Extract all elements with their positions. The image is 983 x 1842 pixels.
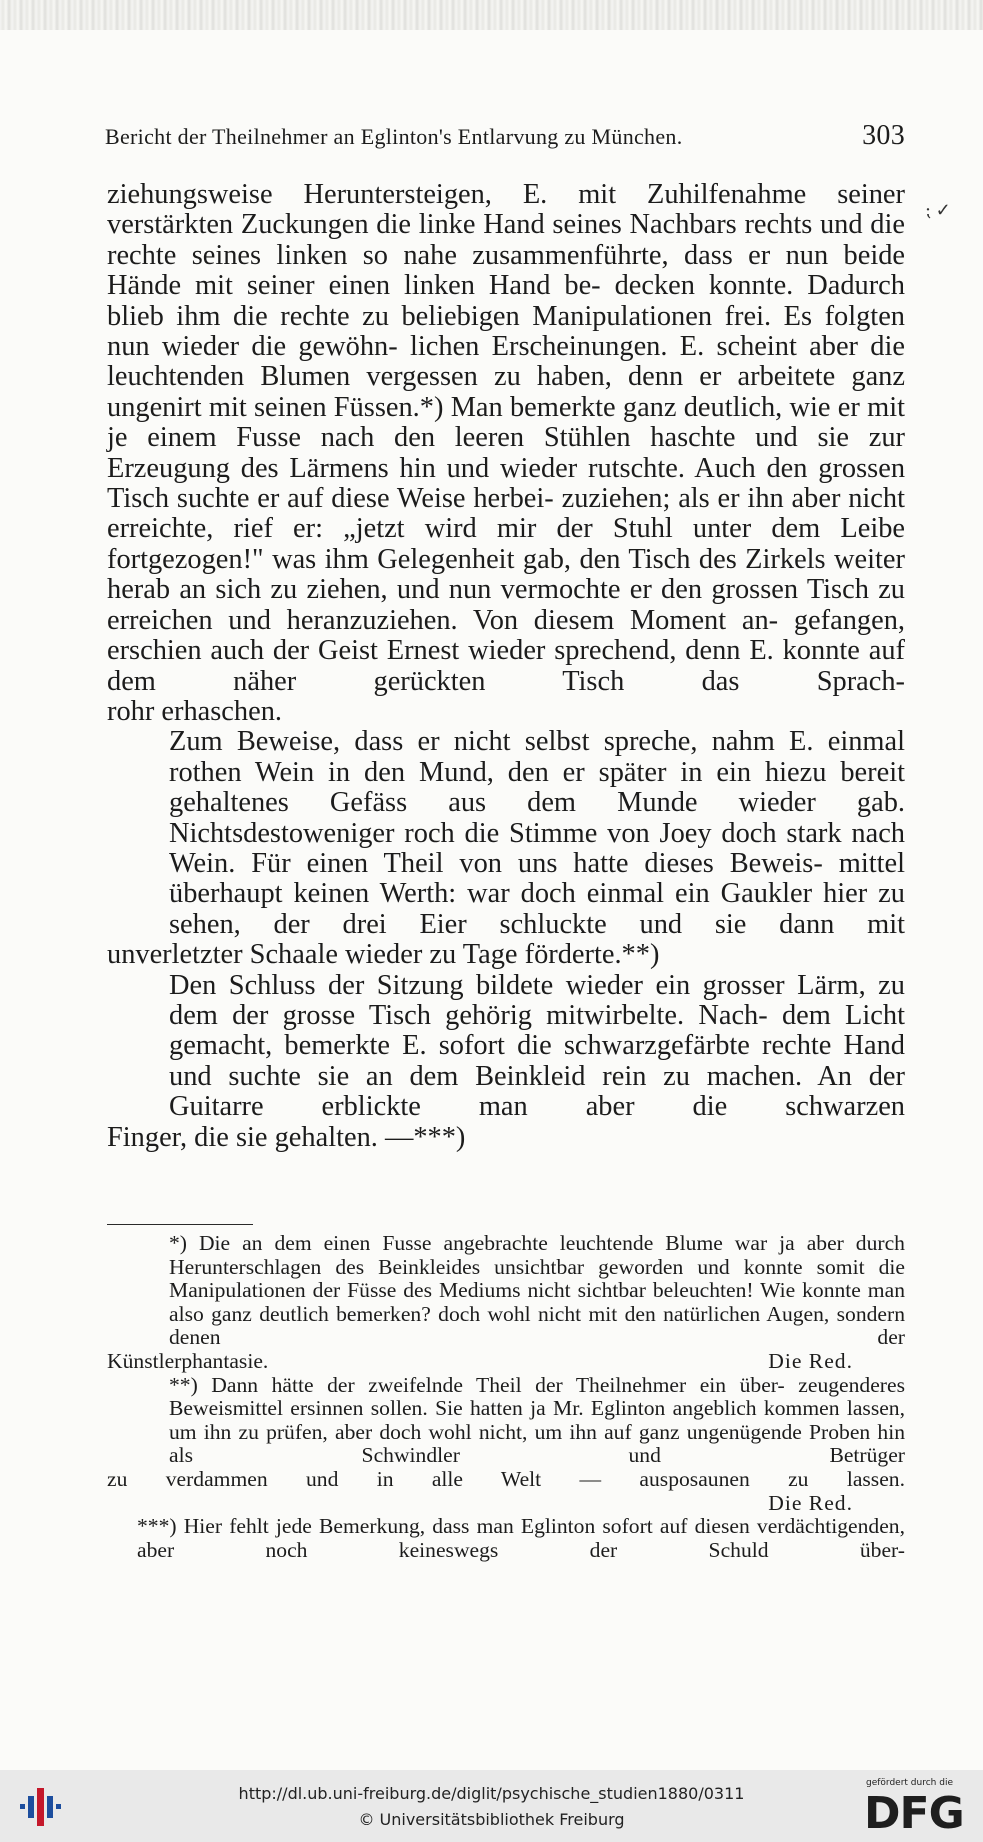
footnote-line: zeugenderes Beweismittel ersinnen sollen. Sie hatten ja Mr. Eglinton (169, 1372, 905, 1421)
text-line: Nichtsdestoweniger roch die Stimme von Joey doch stark (169, 817, 842, 849)
footnotes (107, 1232, 905, 1562)
text-line: lichen Erscheinungen. E. scheint aber die leuchtenden (107, 331, 905, 393)
running-head (105, 120, 905, 154)
footnote-3 (107, 1515, 905, 1562)
text-line: mittel überhaupt keinen Werth: war doch einmal ein Gaukler (169, 847, 905, 910)
text-line: verstärkten Zuckungen die linke Hand seines Nachbars (107, 209, 737, 241)
text-line: sie zur Erzeugung des Lärmens hin und wieder rutschte. (107, 422, 905, 484)
paragraph-2 (107, 727, 905, 940)
text-line: denn E. konnte auf dem näher gerückten Tisch das Sprach- (107, 635, 905, 697)
footnote-line: *) Die an dem einen Fusse angebrachte leuchtende Blume war ja (169, 1231, 795, 1255)
text-line: Blumen vergessen zu haben, denn er arbeitete ganz ungenirt (107, 361, 905, 423)
text-line: zuziehen; als er ihn aber nicht erreichte, rief er: „jetzt wird (107, 483, 905, 545)
footnote-line: um ihn auf ganz ungenügende Proben hin als Schwindler und Betrüger (169, 1419, 905, 1468)
text-line: decken konnte. Dadurch blieb ihm die rechte zu beliebigen (107, 270, 905, 332)
torn-top-edge (0, 0, 983, 30)
footnote-2-signature (107, 1492, 905, 1516)
text-line: hiezu bereit gehaltenes Gefäss aus dem Munde wieder gab. (169, 756, 905, 819)
text-line: unverletzter Schaale wieder zu Tage förderte.**) (107, 939, 660, 971)
text-line: dass er nun beide Hände mit seiner einen linken Hand be- (107, 239, 906, 302)
paragraph-2-end (107, 940, 905, 970)
running-title: Bericht der Theilnehmer an Eglinton's Entlarvung zu München. (105, 124, 683, 149)
footnote-line: **) Dann hätte der zweifelnde Theil der Theilnehmer ein über- (169, 1372, 785, 1397)
footnote-line: angeblich kommen lassen, um ihn zu prüfen, aber doch wohl nicht, (169, 1396, 905, 1444)
footnote-1 (107, 1232, 905, 1350)
viewer-footer (0, 1770, 983, 1842)
text-line: Finger, die sie gehalten. —***) (107, 1121, 466, 1153)
footnote-2 (107, 1374, 905, 1468)
text-line: Den Schluss der Sitzung bildete wieder ein grosser (169, 969, 785, 1001)
text-line: rohr erhaschen. (107, 695, 282, 727)
footnote-line: aber durch Herunterschlagen des Beinkleides unsichtbar geworden (169, 1231, 905, 1279)
footnote-1-end (107, 1350, 905, 1374)
footnote-line: zu verdammen und in alle Welt — ausposaunen zu lassen. (107, 1466, 905, 1491)
text-line: Lärm, zu dem der grosse Tisch gehörig mitwirbelte. Nach- (169, 969, 905, 1031)
text-line: Auch den grossen Tisch suchte er auf diese Weise herbei- (107, 452, 906, 515)
footnote-line: Künstlerphantasie. (107, 1348, 269, 1373)
text-line: machen. An der Guitarre erblickte man aber die schwarzen (169, 1060, 905, 1123)
footnote-line: ***) Hier fehlt jede Bemerkung, dass man Eglinton sofort auf (137, 1514, 688, 1539)
footnote-line: diesen verdächtigenden, aber noch keineswegs der Schuld über- (137, 1514, 905, 1562)
text-line: mit seinen Füssen.*) Man bemerkte ganz deutlich, wie er (208, 391, 860, 423)
footnote-line: sichtbar beleuchten! Wie konnte man also ganz deutlich bemerken? (169, 1278, 905, 1326)
text-line: Zum Beweise, dass er nicht selbst spreche, nahm E. (169, 726, 814, 758)
copyright-notice: © Universitätsbibliothek Freiburg (358, 1810, 625, 1829)
page-number: 303 (862, 120, 905, 151)
source-url[interactable]: http://dl.ub.uni-freiburg.de/diglit/psychische_studien1880/0311 (238, 1784, 745, 1803)
editor-signature: Die Red. (768, 1490, 853, 1515)
text-line: gefangen, erschien auch der Geist Ernest wieder sprechend, (107, 604, 905, 667)
dfg-logo (864, 1778, 976, 1839)
text-line: zu erreichen und heranzuziehen. Von diesem Moment an- (107, 574, 905, 636)
footnote-line: doch wohl nicht mit den natürlichen Augen, sondern denen der (169, 1301, 906, 1350)
text-line: ziehungsweise Heruntersteigen, E. mit Zuhilfenahme seiner (107, 179, 905, 210)
dfg-wordmark: DFG (864, 1788, 964, 1839)
text-line: Manipulationen frei. Es folgten nun wieder die gewöhn- (107, 300, 905, 363)
footnote-rule (107, 1224, 253, 1225)
margin-mark: ⁏ ✓ (925, 200, 951, 220)
dfg-caption: gefördert durch die (866, 1778, 953, 1788)
text-line: dem Licht gemacht, bemerkte E. sofort die schwarzgefärbte (169, 999, 905, 1062)
text-line: rechts und die rechte seines linken so nahe zusammenführte, (107, 209, 905, 271)
text-line: Gelegenheit gab, den Tisch des Zirkels weiter herab an (107, 543, 905, 606)
text-line: rechte Hand und suchte sie an dem Beinkleid rein zu (169, 1030, 905, 1092)
paragraph-1 (107, 180, 905, 697)
text-line: hier zu sehen, der drei Eier schluckte und sie dann mit (169, 878, 905, 940)
text-line: mir der Stuhl unter dem Leibe fortgezogen!" was ihm (107, 513, 906, 575)
text-line: sich zu ziehen, und nun vermochte er den grossen Tisch (215, 574, 869, 606)
text-line: mit je einem Fusse nach den leeren Stühlen haschte und (107, 391, 905, 454)
paragraph-3 (107, 971, 905, 1123)
text-line: einmal rothen Wein in den Mund, den er später in ein (169, 726, 905, 788)
editor-signature: Die Red. (768, 1348, 853, 1373)
paragraph-3-end (107, 1123, 905, 1153)
footnote-line: und konnte somit die Manipulationen der Füsse des Mediums nicht (169, 1254, 905, 1303)
body-text (107, 180, 905, 1153)
paragraph-1-end (107, 697, 905, 727)
text-line: nach Wein. Für einen Theil von uns hatte dieses Beweis- (169, 817, 905, 879)
footnote-2-end (107, 1468, 905, 1492)
